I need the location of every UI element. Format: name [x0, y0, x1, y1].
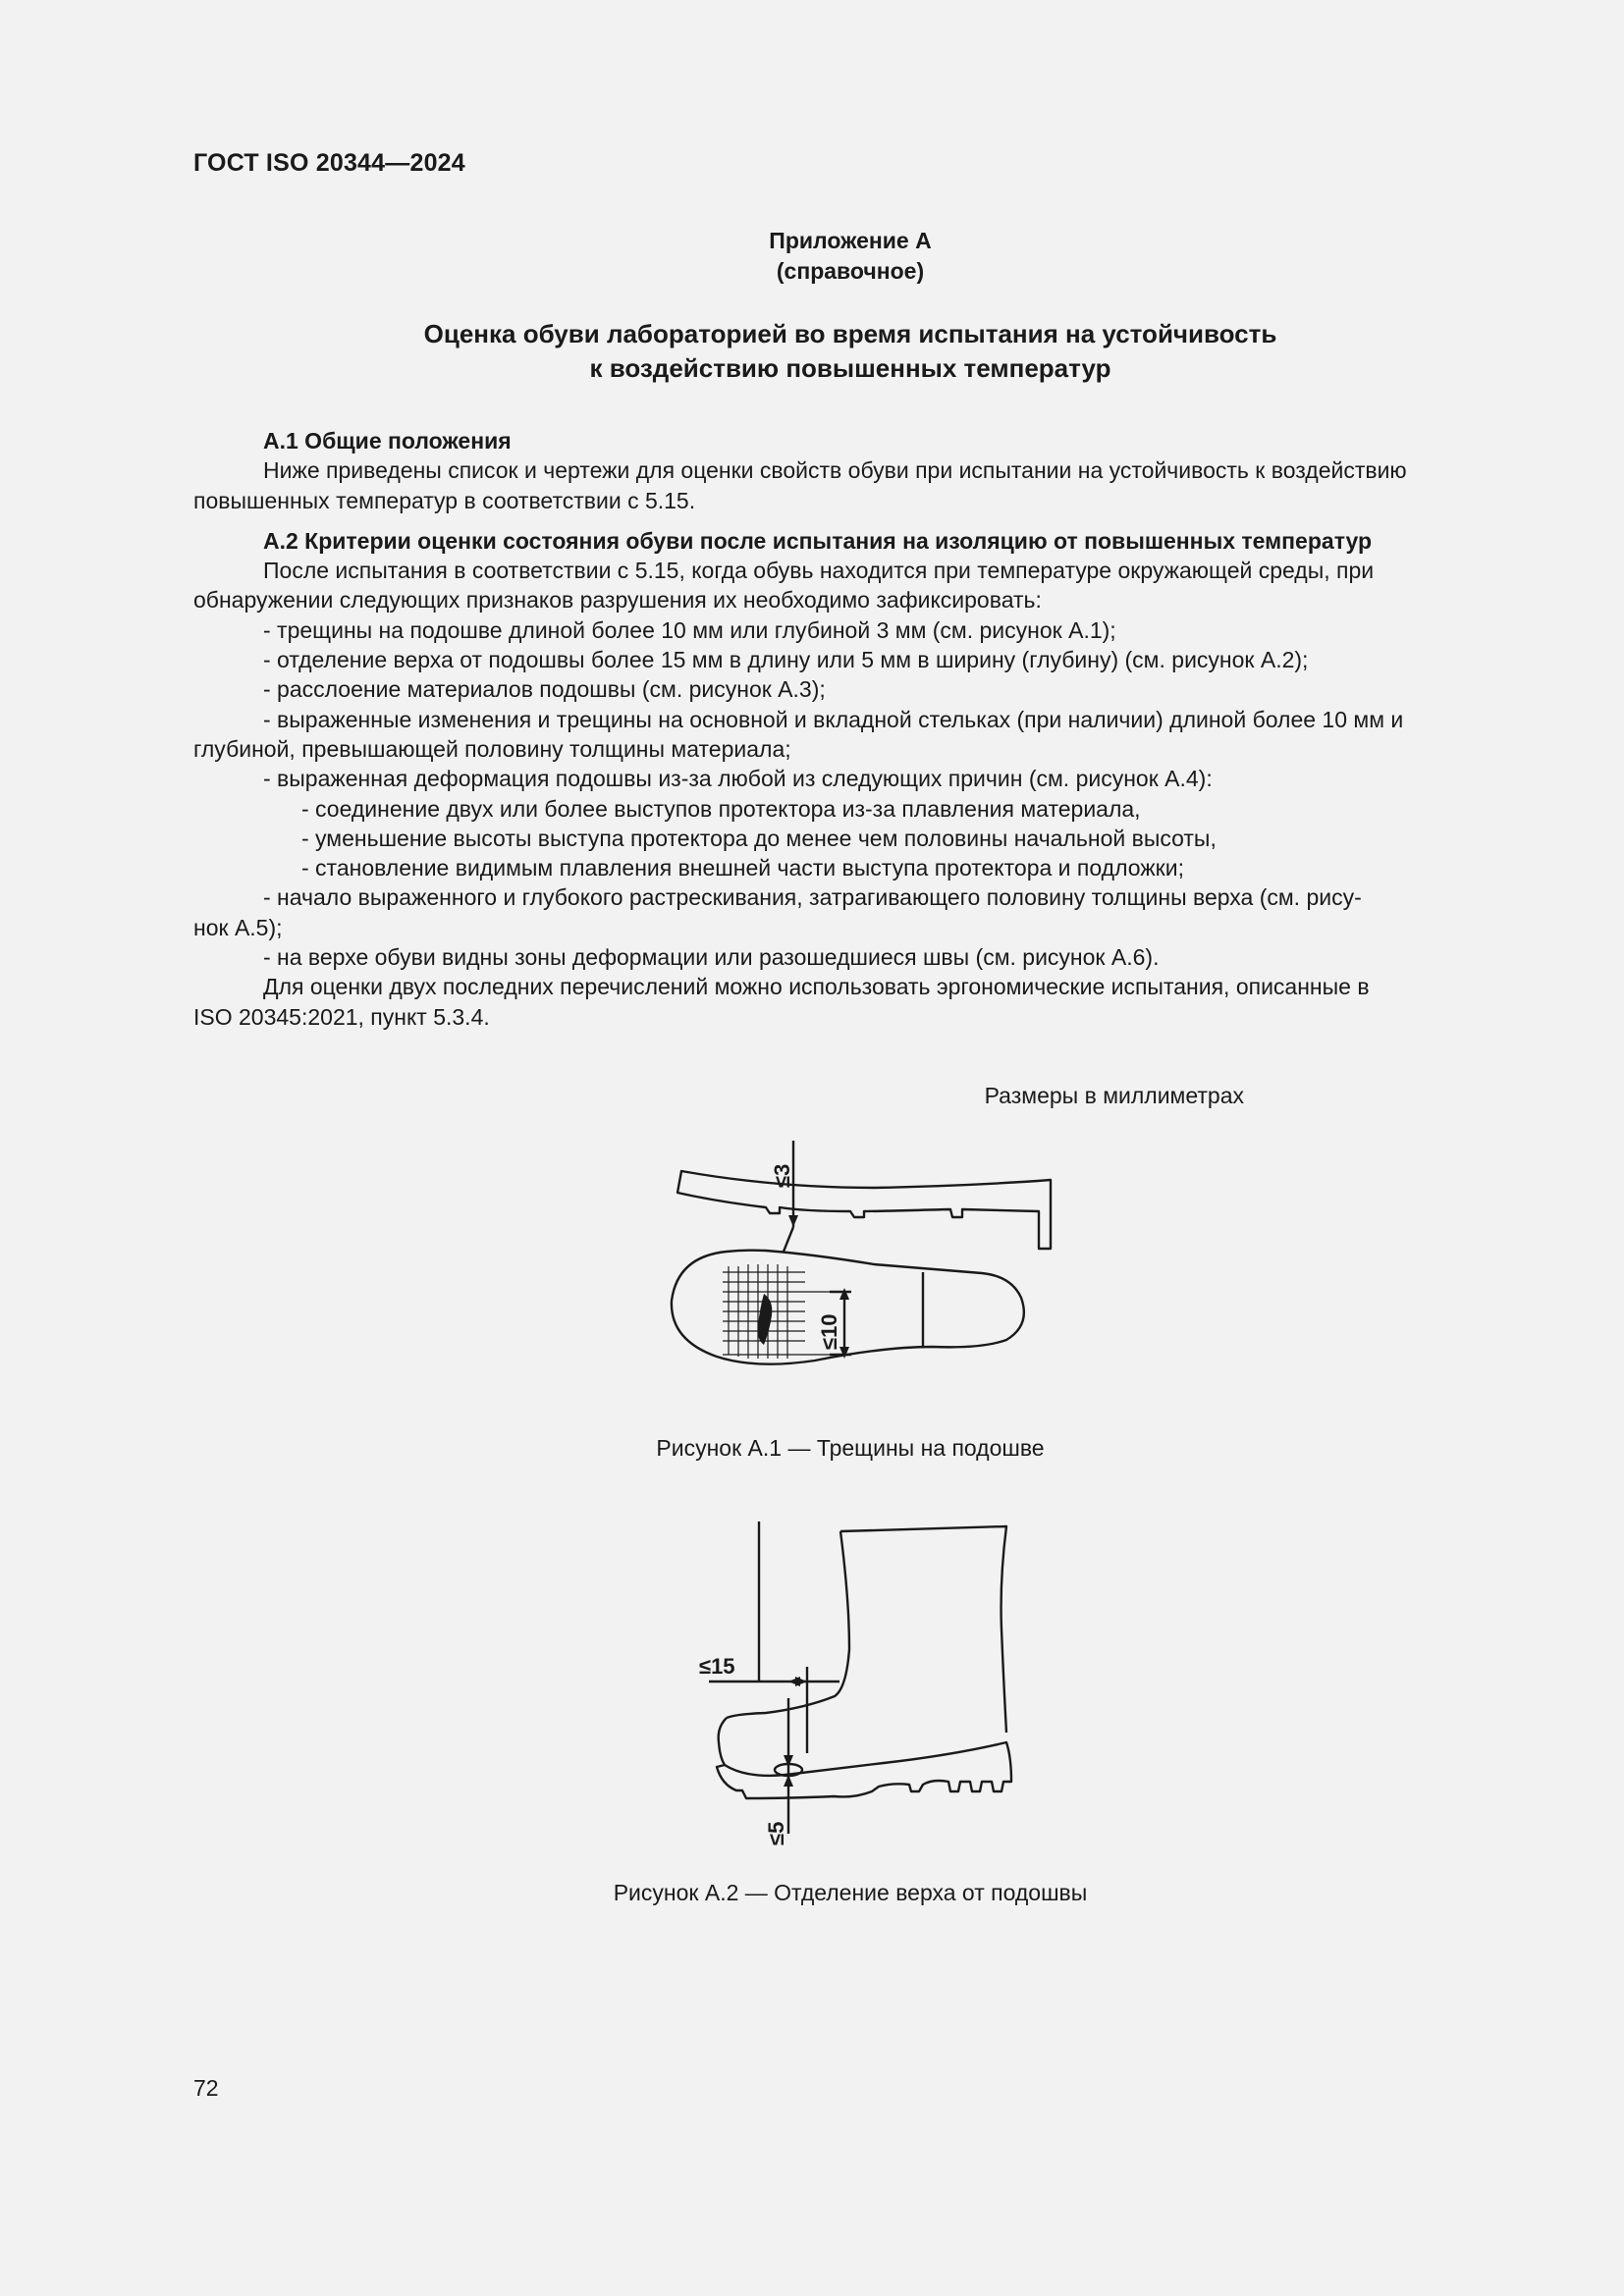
annex-heading: [193, 317, 1507, 386]
list-item-continuation: нок А.5);: [193, 914, 283, 940]
section-a1-text-line2: повышенных температур в соответствии с 5.15.: [193, 487, 696, 513]
section-a2-intro-line1: После испытания в соответствии с 5.15, когда обувь находится при температуре окружающей среды, при: [263, 558, 1375, 584]
figure-a1-length-label: ≤10: [817, 1313, 841, 1350]
list-item: - на верхе обуви видны зоны деформации или разошедшиеся швы (см. рисунок А.6).: [263, 944, 1160, 971]
section-a2-intro-line2: обнаружении следующих признаков разрушения их необходимо зафиксировать:: [193, 587, 1042, 614]
note-line1: Для оценки двух последних перечислений можно использовать эргономические испытания, описанные в: [263, 974, 1370, 1000]
list-item: - выраженные изменения и трещины на основной и вкладной стельках (при наличии) длиной более 10 мм и: [263, 706, 1404, 732]
annex-heading-line1: Оценка обуви лабораторией во время испытания на устойчивость: [423, 319, 1277, 348]
section-a1-text-line1: Ниже приведены список и чертежи для оценки свойств обуви при испытании на устойчивость к воздействию: [263, 457, 1407, 484]
list-item: - расслоение материалов подошвы (см. рисунок А.3);: [263, 676, 826, 703]
list-item: - выраженная деформация подошвы из-за любой из следующих причин (см. рисунок А.4):: [263, 766, 1213, 792]
annex-heading-line2: к воздействию повышенных температур: [589, 353, 1111, 383]
list-item: - трещины на подошве длиной более 10 мм или глубиной 3 мм (см. рисунок А.1);: [263, 616, 1116, 643]
page-number: 72: [193, 2075, 219, 2101]
figure-a1-caption: Рисунок А.1 — Трещины на подошве: [656, 1435, 1045, 1461]
note-line2: ISO 20345:2021, пункт 5.3.4.: [193, 1003, 490, 1030]
figure-a2-depth-label: ≤5: [764, 1821, 788, 1845]
sub-list-item: - становление видимым плавления внешней части выступа протектора и подложки;: [301, 855, 1184, 881]
units-note: Размеры в миллиметрах: [984, 1083, 1244, 1108]
figure-a1-depth-label: ≤3: [770, 1163, 794, 1188]
document-body: [193, 426, 1507, 1032]
sub-list-item: - соединение двух или более выступов протектора из-за плавления материала,: [301, 795, 1141, 822]
document-code: ГОСТ ISO 20344—2024: [193, 149, 465, 177]
annex-type: (справочное): [776, 258, 925, 284]
figure-a2-caption: Рисунок А.2 — Отделение верха от подошвы: [613, 1880, 1088, 1905]
list-item-continuation: глубиной, превышающей половину толщины материала;: [193, 735, 791, 762]
figure-a2-length-label: ≤15: [699, 1654, 735, 1679]
list-item: - отделение верха от подошвы более 15 мм в длину или 5 мм в ширину (глубину) (см. рисунок А.2);: [263, 647, 1309, 673]
list-item: - начало выраженного и глубокого растрескивания, затрагивающего половину толщины верха (см. рису-: [263, 884, 1362, 911]
annex-title: [193, 226, 1507, 287]
figure-a1-drawing: [658, 1129, 1070, 1423]
annex-label: Приложение А: [769, 228, 932, 253]
sub-list-item: - уменьшение высоты выступа протектора до менее чем половины начальной высоты,: [301, 825, 1217, 851]
section-a2-heading: А.2 Критерии оценки состояния обуви после испытания на изоляцию от повышенных температур: [263, 527, 1373, 554]
section-a1-heading: А.1 Общие положения: [263, 428, 512, 454]
figure-a2-drawing: [687, 1522, 1021, 1855]
